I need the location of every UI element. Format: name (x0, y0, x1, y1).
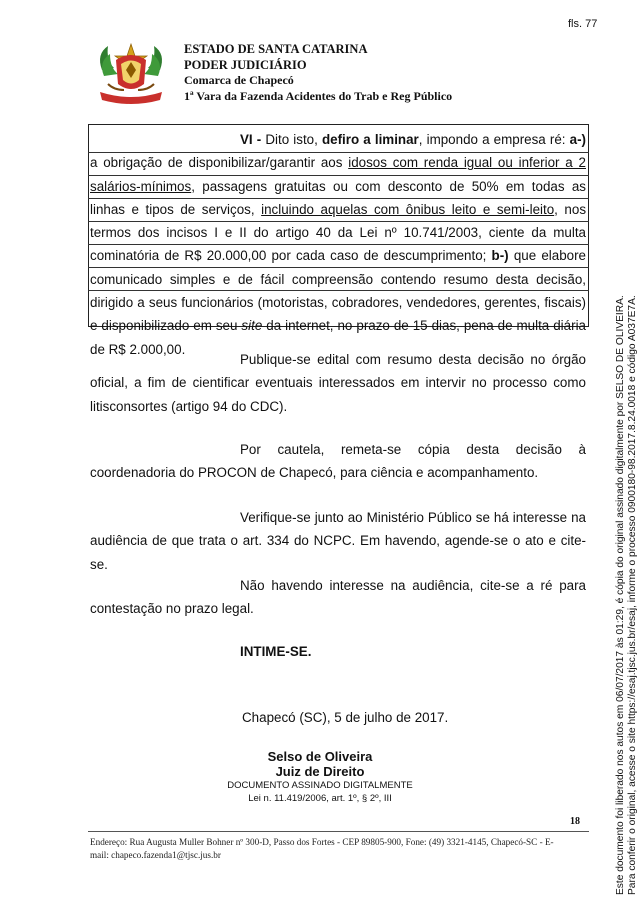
digital-signature-sidebar (615, 295, 638, 895)
text: , impondo a empresa ré: (418, 132, 570, 147)
judge-name: Selso de Oliveira (267, 749, 373, 764)
text: a obrigação de disponibilizar/garantir aos (90, 155, 349, 171)
footer-divider (88, 831, 589, 832)
item-b-label: b-) (491, 248, 509, 264)
item-number: VI - (240, 132, 266, 147)
law-reference: Lei n. 11.419/2006, art. 1º, § 2º, III (248, 793, 392, 804)
publish-paragraph (90, 348, 586, 418)
place-date-text: Chapecó (SC), 5 de julho de 2017. (242, 710, 449, 725)
paragraph-text: Por cautela, remeta-se cópia desta decisão à coordenadoria do PROCON de Chapecó, para ciência e acompanhamento. (90, 442, 586, 481)
decision-paragraph (90, 128, 586, 361)
text: , nos termos dos incisos I e II do artigo 40 da Lei nº 10.741/2003, ciente da multa cominatória de R$ 20.000,00 por cada caso de descumprimento; (90, 201, 587, 264)
text: que elabore comunicado simples e de fácil compreensão contendo resumo desta decisão, dirigido a seus funcionários (motoristas, cobradores, vendedores, gerentes, fiscais) e disponibilizado em seu (90, 248, 586, 334)
item-a-label: a-) (569, 132, 586, 147)
underlined-text: incluindo aquelas com ônibus leito e semi-leito (261, 201, 555, 217)
paragraph-text: Verifique-se junto ao Ministério Público se há interesse na audiência de que trata o art. 334 do NCPC. Em havendo, agende-se o ato e cite-se. (90, 510, 586, 572)
footer-address: Endereço: Rua Augusta Muller Bohner nº 300-D, Passo dos Fortes - CEP 89805-900, Fone: (49) 3321-4145, Chapecó-SC - E-mail: chapeco.fazenda1@tjsc.jus.br (90, 837, 554, 860)
header-court: 1ª Vara da Fazenda Acidentes do Trab e Reg Público (184, 88, 453, 103)
italic-text: site (241, 318, 263, 334)
state-coat-of-arms-icon (94, 40, 168, 106)
procon-paragraph (90, 438, 586, 485)
paragraph-text: Não havendo interesse na audiência, cite-se a ré para contestação no prazo legal. (90, 578, 586, 617)
place-date-line (90, 706, 586, 729)
judge-role: Juiz de Direito (275, 764, 365, 779)
intime-line (90, 640, 586, 663)
header-district: Comarca de Chapecó (184, 73, 294, 87)
court-header (184, 42, 452, 104)
underlined-text: idosos com renda igual ou inferior a 2 salários-mínimos (90, 155, 586, 194)
intime-text: INTIME-SE. (240, 644, 312, 659)
header-state: ESTADO DE SANTA CATARINA (184, 42, 368, 56)
header-judiciary: PODER JUDICIÁRIO (184, 57, 307, 72)
signature-block (200, 749, 440, 805)
text: Dito isto, (265, 132, 322, 147)
mp-paragraph (90, 506, 586, 576)
sidebar-line-2: Para conferir o original, acesse o site https://esaj.tjsc.jus.br/esaj, informe o processo 0900180-98.2017.8.24.0018 e código A037E7A. (627, 295, 638, 895)
text: , passagens gratuitas ou com desconto de 50% em todas as linhas e tipos de serviços, (90, 178, 586, 217)
contest-paragraph (90, 574, 586, 621)
sidebar-line-1: Este documento foi liberado nos autos em 06/07/2017 às 01:29, é cópia do original assinado digitalmente por SELSO DE OLIVEIRA. (615, 295, 626, 895)
folio-number: fls. 77 (568, 18, 598, 30)
signed-digitally-note: DOCUMENTO ASSINADO DIGITALMENTE (227, 780, 413, 791)
page-number: 18 (570, 816, 580, 827)
paragraph-text: Publique-se edital com resumo desta decisão no órgão oficial, a fim de cientificar eventuais interessados em intervir no processo como litisconsortes (artigo 94 do CDC). (90, 352, 586, 414)
decision-emphasis: defiro a liminar (321, 132, 419, 147)
text: da internet, no prazo de 15 dias, pena de multa diária de R$ 2.000,00. (90, 318, 586, 357)
